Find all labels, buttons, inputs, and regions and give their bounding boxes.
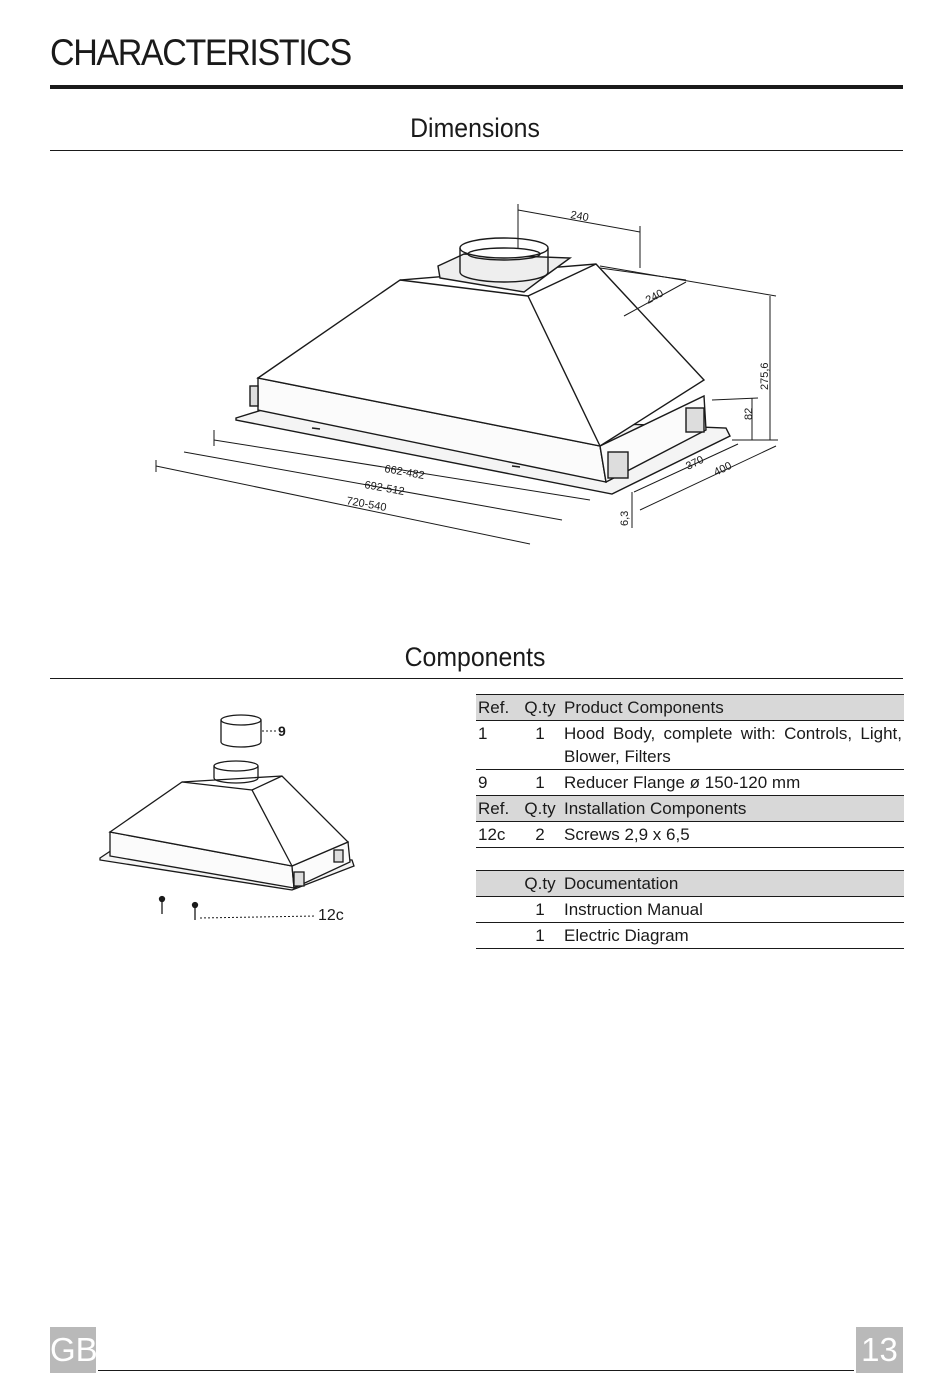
qty-cell: 1: [518, 721, 562, 770]
qty-cell: 1: [518, 923, 562, 949]
product-header-row: [476, 695, 904, 721]
dim-top-depth: 240: [643, 287, 666, 307]
page-title: CHARACTERISTICS: [50, 32, 351, 73]
dim-top-width: 240: [569, 209, 590, 225]
ref-header: [476, 871, 518, 897]
ref-cell: 1: [476, 721, 518, 770]
table-row: [476, 822, 904, 848]
language-badge: GB: [50, 1327, 96, 1373]
dim-flange: 6,3: [619, 510, 631, 526]
dim-width-1: 662-482: [383, 463, 426, 482]
install-header-row: [476, 796, 904, 822]
table-row: [476, 770, 904, 796]
desc-cell: Reducer Flange ø 150-120 mm: [562, 770, 904, 796]
components-heading: Components: [404, 642, 546, 672]
dim-outer-depth: 400: [712, 459, 734, 479]
dim-inner-depth: 370: [684, 453, 706, 473]
desc-cell: Hood Body, complete with: Controls, Light, Blower, Filters: [562, 721, 904, 770]
table-row: [476, 923, 904, 949]
qty-cell: 1: [518, 770, 562, 796]
footer-rule: [98, 1370, 854, 1371]
table-row: [476, 897, 904, 923]
desc-cell: Screws 2,9 x 6,5: [562, 822, 904, 848]
qty-header: Q.ty: [518, 695, 562, 721]
ref-header: Ref.: [476, 796, 518, 822]
qty-header: Q.ty: [518, 796, 562, 822]
qty-header: Q.ty: [518, 871, 562, 897]
doc-header-row: [476, 871, 904, 897]
dim-width-2: 692-512: [363, 479, 406, 498]
desc-header: Product Components: [562, 695, 904, 721]
ref-cell: 12c: [476, 822, 518, 848]
qty-cell: 2: [518, 822, 562, 848]
desc-cell: Instruction Manual: [562, 897, 904, 923]
desc-cell: Electric Diagram: [562, 923, 904, 949]
callout-12c: 12c: [318, 907, 344, 924]
callout-9: 9: [278, 723, 286, 739]
dim-width-3: 720-540: [345, 495, 388, 514]
spacer-row: [476, 848, 904, 871]
components-drawing: [0, 0, 470, 940]
ref-header: Ref.: [476, 695, 518, 721]
dimensions-heading: Dimensions: [410, 113, 540, 143]
dim-total-height: 275,6: [759, 362, 771, 390]
desc-header: Documentation: [562, 871, 904, 897]
desc-header: Installation Components: [562, 796, 904, 822]
ref-cell: [476, 897, 518, 923]
table-row: [476, 721, 904, 770]
components-table: [476, 694, 904, 949]
dim-base-height: 82: [743, 407, 755, 420]
page-number: 13: [856, 1327, 903, 1373]
ref-cell: [476, 923, 518, 949]
qty-cell: 1: [518, 897, 562, 923]
ref-cell: 9: [476, 770, 518, 796]
